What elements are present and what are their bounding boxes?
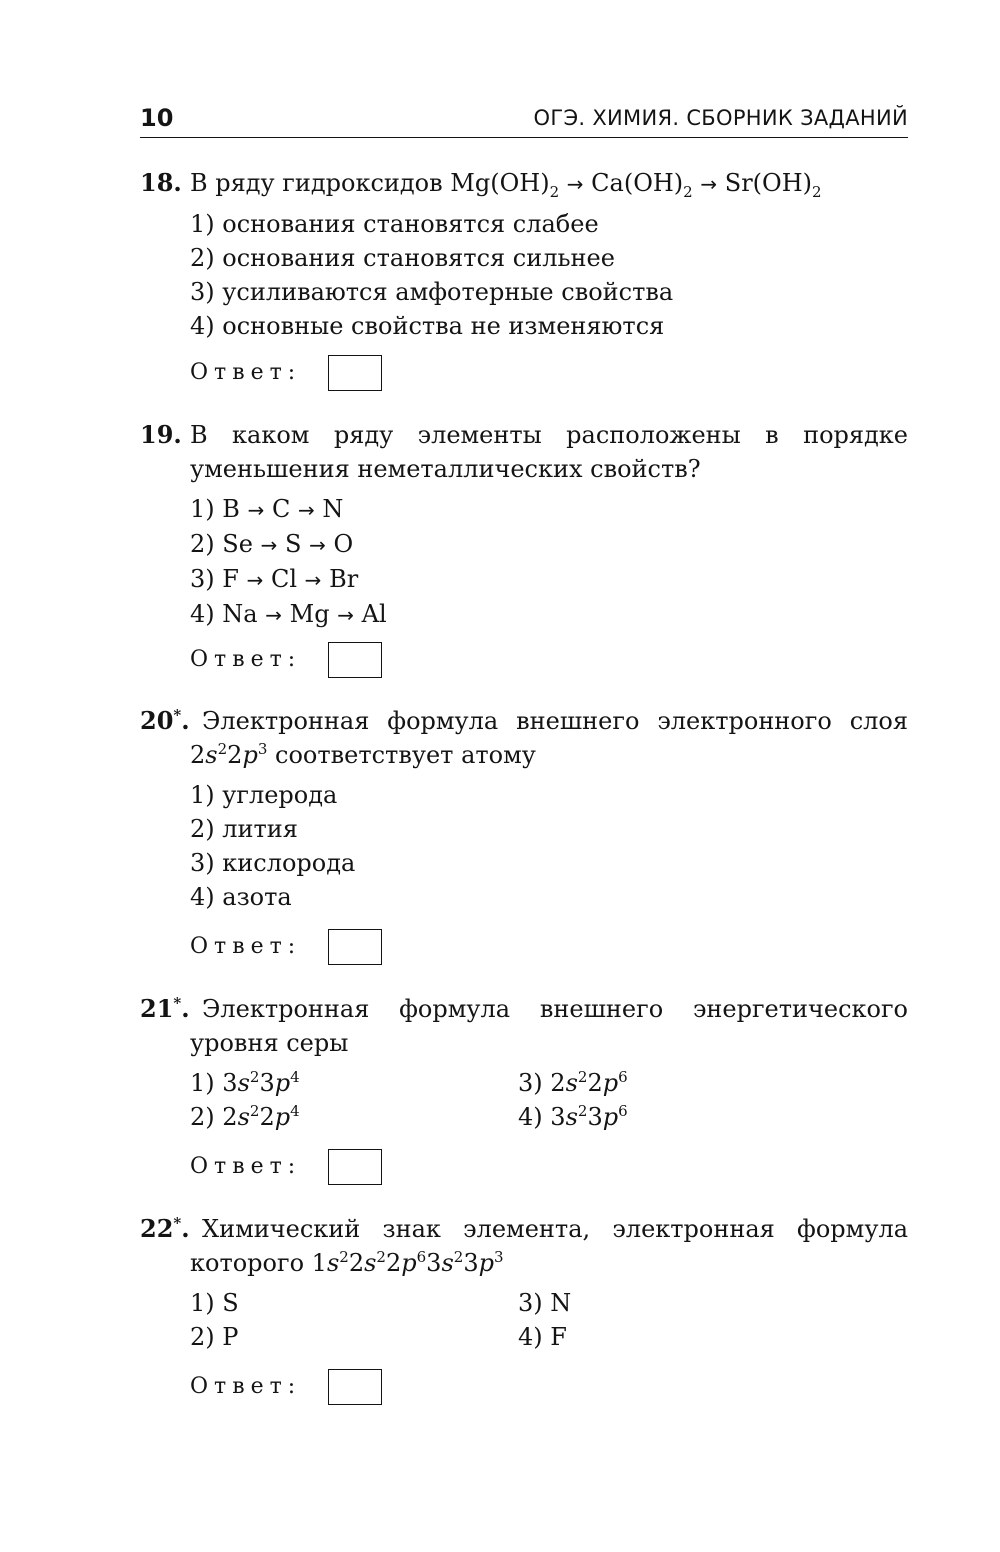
answer-label: Ответ: [190,647,302,672]
question-21 [140,992,908,1134]
arrow-icon: → [246,568,264,592]
arrow-icon: → [700,172,718,196]
arrow-icon: → [304,568,322,592]
stem-text: В ряду гидроксидов [190,169,443,197]
stem-text-continued: уровня серы [190,1029,349,1057]
option-1: 1) $3s^23p^4$ [190,1068,300,1097]
question-20 [140,704,908,914]
answer-box[interactable] [328,355,382,391]
option-4: 4) F [518,1323,567,1351]
answer-box[interactable] [328,1369,382,1405]
option-1: 1) B → C → N [190,495,344,523]
question-number: 21*. [140,994,190,1023]
answer-row-19 [140,639,908,681]
stem-text-continued: $2s^22p^3$ соответствует атому [190,740,536,769]
stem-text: В каком ряду элементы расположены в порядке [190,421,908,449]
option-4: 4) основные свойства не изменяются [190,312,665,340]
answer-label: Ответ: [190,1374,302,1399]
question-stem [140,704,908,738]
running-title: ОГЭ. ХИМИЯ. СБОРНИК ЗАДАНИЙ [533,106,908,130]
formula-ca-oh: $Ca(OH)_2$ [591,169,693,201]
option-3: 3) усиливаются амфотерные свойства [190,278,674,306]
stem-text: Химический знак элемента, электронная формула [202,1215,908,1243]
options-grid [140,1286,908,1354]
answer-row-20 [140,926,908,968]
answer-label: Ответ: [190,1154,302,1179]
options-grid [140,1066,908,1134]
option-1: 1) S [190,1289,239,1317]
stem-text-continued: уменьшения неметаллических свойств? [190,455,701,483]
option-3: 3) $2s^22p^6$ [518,1068,628,1097]
question-18 [140,166,908,343]
header-rule [140,137,908,138]
option-2: 2) P [190,1323,239,1351]
options-list [140,778,908,914]
option-2: 2) $2s^22p^4$ [190,1102,300,1131]
option-2: 2) Se → S → O [190,530,354,558]
option-3: 3) F → Cl → Br [190,565,359,593]
stem-text: Электронная формула внешнего энергетического [202,995,908,1023]
question-number: 20*. [140,706,190,735]
question-number: 19. [140,420,182,449]
option-2: 2) основания становятся сильнее [190,244,615,272]
answer-box[interactable] [328,929,382,965]
question-stem [140,1212,908,1246]
answer-row-22 [140,1366,908,1408]
formula-mg-oh: $Mg(OH)_2$ [450,169,560,201]
option-4: 4) $3s^23p^6$ [518,1102,628,1131]
arrow-icon: → [309,533,326,557]
option-1: 1) углерода [190,781,338,809]
option-3: 3) кислорода [190,849,356,877]
option-2: 2) лития [190,815,298,843]
arrow-icon: → [297,498,315,522]
arrow-icon: → [566,172,584,196]
question-stem [140,166,908,201]
question-number: 22*. [140,1214,190,1243]
question-stem [140,418,908,452]
arrow-icon: → [265,603,282,627]
formula-electron-config: $1s^22s^22p^63s^23p^3$ [311,1248,504,1277]
option-1: 1) основания становятся слабее [190,210,599,238]
formula-2s2-2p3: $2s^22p^3$ [190,740,268,769]
arrow-icon: → [247,498,265,522]
arrow-icon: → [260,533,278,557]
option-3: 3) N [518,1289,572,1317]
arrow-icon: → [337,603,354,627]
page-number: 10 [140,104,174,132]
answer-box[interactable] [328,642,382,678]
question-number: 18. [140,168,182,197]
option-4: 4) Na → Mg → Al [190,600,387,628]
option-4: 4) азота [190,883,292,911]
answer-label: Ответ: [190,360,302,385]
answer-label: Ответ: [190,934,302,959]
question-22 [140,1212,908,1354]
question-19 [140,418,908,632]
formula-sr-oh: $Sr(OH)_2$ [724,169,822,201]
answer-box[interactable] [328,1149,382,1185]
stem-text-continued: которого $1s^22s^22p^63s^23p^3$ [190,1248,504,1277]
options-list [140,207,908,343]
stem-text: Электронная формула внешнего электронного слоя [202,707,908,735]
answer-row-21 [140,1146,908,1188]
question-stem [140,992,908,1026]
options-list [140,492,908,632]
answer-row-18 [140,352,908,394]
